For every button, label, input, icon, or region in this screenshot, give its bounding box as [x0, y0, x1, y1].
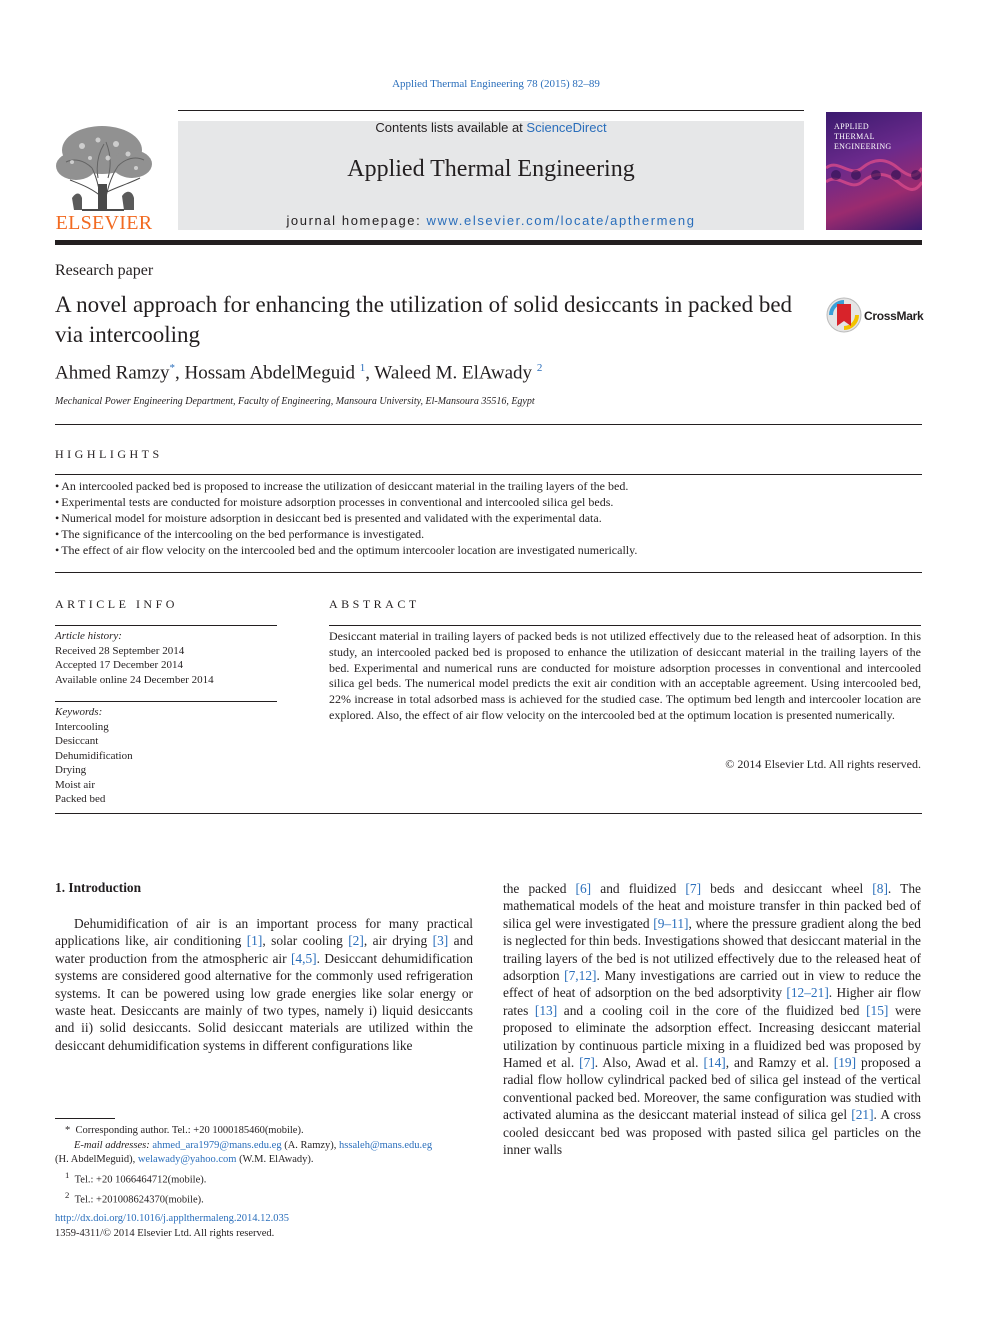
- body-text: . Many investigations are carried out in view to reduce the effect of heat of adsorption on the bed adsorptivity: [503, 968, 921, 1001]
- front-matter-bottom-rule: [55, 813, 922, 814]
- journal-title: Applied Thermal Engineering: [347, 156, 635, 182]
- cover-pattern: [826, 156, 922, 196]
- footnote-emails: [55, 1139, 473, 1154]
- footnote-rule: [55, 1118, 115, 1119]
- body-text: . Also, Awad et al.: [594, 1055, 704, 1071]
- citation-link[interactable]: [1]: [246, 933, 263, 949]
- footnote-mark: 2: [65, 1189, 70, 1200]
- body-text: and fluidized: [591, 881, 686, 896]
- abstract-label: ABSTRACT: [329, 597, 420, 611]
- journal-cover-thumbnail[interactable]: [826, 112, 922, 230]
- crossmark-icon[interactable]: [825, 296, 863, 334]
- highlight-item: • An intercooled packed bed is proposed to increase the utilization of desiccant material in the trailing layers of the bed.: [55, 478, 922, 494]
- email-owner: (W.M. ElAwady).: [236, 1154, 314, 1165]
- keyword: Drying: [55, 764, 87, 776]
- body-text: . Higher air flow rates: [503, 985, 921, 1018]
- body-column-right: [503, 880, 921, 1159]
- article-info-rule: [55, 625, 277, 626]
- journal-reference[interactable]: Applied Thermal Engineering 78 (2015) 82–89: [392, 78, 600, 90]
- citation-link[interactable]: [7]: [579, 1055, 595, 1071]
- history-online: Available online 24 December 2014: [55, 673, 214, 686]
- issn-line: 1359-4311/© 2014 Elsevier Ltd. All rights reserved.: [55, 1228, 275, 1239]
- body-column-left: [55, 915, 473, 1054]
- citation-link[interactable]: [7]: [685, 881, 702, 896]
- email-heading: E-mail addresses:: [74, 1139, 153, 1151]
- contents-line: [178, 120, 804, 135]
- body-text: . The mathematical models of the heat and moisture transfer in thin packed bed of silica gel were investigated: [503, 881, 921, 931]
- citation-link[interactable]: [9–11]: [653, 915, 689, 931]
- body-paragraph: [55, 915, 473, 1054]
- keyword: Dehumidification: [55, 749, 133, 762]
- footnote-text: Corresponding author. Tel.: +20 1000185460(mobile).: [75, 1125, 304, 1136]
- author-mark[interactable]: *: [169, 362, 176, 374]
- history-received: Received 28 September 2014: [55, 644, 185, 657]
- citation-link[interactable]: [3]: [432, 933, 449, 949]
- highlight-item: • The effect of air flow velocity on the intercooled bed and the optimum intercooler location are investigated numerically.: [55, 542, 922, 558]
- author-mark[interactable]: 2: [536, 362, 543, 374]
- footnote-text: Tel.: +20 1066464712(mobile).: [74, 1174, 207, 1185]
- email-owner: (H. AbdelMeguid),: [55, 1154, 138, 1165]
- highlights-rule: [55, 474, 922, 475]
- body-text: and a cooling coil in the core of the fluidized bed: [557, 1002, 867, 1018]
- footnote-2: [55, 1188, 473, 1208]
- header-rule: [178, 110, 804, 111]
- body-text: . Desiccant dehumidification systems are considered good alternative for the commonly used refrigeration systems. It can be powered using low grade energies like solar energy or waste heat. Desiccants are mainly of two types, namely i) liquid desiccants and ii) solid desiccants. Solid desiccant materials are utilized within the desiccant dehumidification systems in different configurations like: [55, 950, 473, 1053]
- journal-homepage: [178, 213, 804, 228]
- history-heading: Article history:: [55, 630, 122, 642]
- body-text: , air drying: [363, 933, 433, 949]
- citation-link[interactable]: [13]: [534, 1002, 558, 1018]
- citation-link[interactable]: [12–21]: [786, 985, 829, 1001]
- highlight-item: • Numerical model for moisture adsorption in desiccant bed is presented and validated with the experimental data.: [55, 510, 922, 526]
- cover-title: APPLIED THERMAL ENGINEERING: [834, 122, 892, 151]
- body-text: and water production from the atmospheric air: [55, 933, 474, 966]
- homepage-link[interactable]: www.elsevier.com/locate/apthermeng: [426, 213, 696, 228]
- highlights-list: [55, 478, 922, 558]
- email-link[interactable]: ahmed_ara1979@mans.edu.eg: [152, 1139, 282, 1151]
- abstract-text: Desiccant material in trailing layers of packed beds is not utilized effectively due to the released heat of adsorption. In this study, an intercooled packed bed is proposed to enhance the utilization of desiccant material in the trailing layers of the bed. Experimental and numerical runs are conducted for moisture adsorption processes in conventional and intercooled silica gel beds. The numerical model predicts the exit air condition with an acceptable agreement. Using intercooled bed, 22% increase in total adsorbed mass is achieved for the studied case. The optimum bed length and intercooler location are explored. Also, the effect of air flow velocity on the intercooled bed at the optimum location is presented numerically.: [329, 629, 921, 722]
- keyword: Moist air: [55, 778, 96, 791]
- body-text: , and Ramzy et al.: [725, 1055, 834, 1071]
- article-title: A novel approach for enhancing the utilization of solid desiccants in packed bed via intercooling: [55, 292, 793, 347]
- email-owner: (A. Ramzy),: [281, 1139, 340, 1151]
- email-link[interactable]: hssaleh@mans.edu.eg: [339, 1139, 433, 1151]
- keywords-rule: [55, 701, 277, 702]
- footnote-emails-cont: [55, 1153, 473, 1168]
- author-name[interactable]: Waleed M. ElAwady: [374, 362, 533, 384]
- author-mark[interactable]: 1: [359, 362, 366, 374]
- footnote-mark: 1: [65, 1169, 70, 1180]
- citation-link[interactable]: [2]: [348, 933, 364, 949]
- footnotes: [55, 1124, 473, 1208]
- contents-prefix: Contents lists available at: [375, 120, 527, 135]
- history-accepted: Accepted 17 December 2014: [55, 659, 183, 671]
- body-text: , where the pressure gradient along the bed is neglected for thin beds. Investigations showed that desiccant material in the trailing layers of the bed is not utilized effectively due to the released heat of adsorption: [503, 915, 921, 984]
- header-thick-rule: [55, 240, 922, 245]
- doi-block: [55, 1211, 289, 1241]
- footnote-mark: *: [65, 1125, 71, 1136]
- highlight-item: • The significance of the intercooling on the bed performance is investigated.: [55, 526, 922, 542]
- citation-link[interactable]: [14]: [703, 1055, 726, 1071]
- citation-link[interactable]: [4,5]: [290, 950, 317, 966]
- body-text: beds and desiccant wheel: [701, 881, 873, 896]
- citation-link[interactable]: [6]: [575, 881, 592, 896]
- sciencedirect-link[interactable]: ScienceDirect: [526, 120, 607, 135]
- highlight-item: • Experimental tests are conducted for moisture adsorption processes in conventional and intercooled silica gel beds.: [55, 494, 922, 510]
- homepage-prefix: journal homepage:: [286, 213, 427, 228]
- highlights-top-rule: [55, 424, 922, 425]
- abstract-rule: [329, 625, 921, 626]
- author-list: Ahmed Ramzy*, Hossam AbdelMeguid $^1$, Waleed M. ElAwady $^2$: [55, 362, 543, 384]
- keyword: Desiccant: [55, 735, 99, 747]
- citation-link[interactable]: [8]: [872, 881, 888, 896]
- keywords-block: [55, 705, 277, 807]
- highlights-label: HIGHLIGHTS: [55, 447, 163, 461]
- author-name[interactable]: Ahmed Ramzy: [55, 362, 170, 384]
- author-name[interactable]: Hossam AbdelMeguid: [184, 362, 355, 384]
- body-text: , solar cooling: [262, 933, 349, 949]
- citation-link[interactable]: [7,12]: [564, 968, 597, 984]
- footnote-text: Tel.: +201008624370(mobile).: [74, 1194, 204, 1205]
- article-info-label: ARTICLE INFO: [55, 597, 178, 611]
- keywords-heading: Keywords:: [55, 706, 103, 718]
- highlights-bottom-rule: [55, 572, 922, 573]
- footnote-corresponding: [55, 1124, 473, 1139]
- citation-link[interactable]: [19]: [833, 1055, 857, 1071]
- doi-link[interactable]: http://dx.doi.org/10.1016/j.applthermaleng.2014.12.035: [55, 1213, 289, 1224]
- body-text: the packed: [503, 881, 576, 896]
- body-text: . A cross cooled desiccant bed was proposed with pasted silica gel particles on the inner walls: [503, 1107, 921, 1158]
- body-paragraph: [503, 880, 921, 1159]
- email-link[interactable]: welawady@yahoo.com: [137, 1154, 237, 1165]
- crossmark-label[interactable]: CrossMark: [864, 309, 924, 323]
- citation-link[interactable]: [15]: [866, 1002, 889, 1018]
- abstract-copyright: © 2014 Elsevier Ltd. All rights reserved.: [725, 757, 921, 771]
- section-heading-introduction: 1. Introduction: [55, 880, 142, 895]
- affiliation: Mechanical Power Engineering Department, Faculty of Engineering, Mansoura University, El-Mansoura 35516, Egypt: [55, 396, 535, 407]
- publisher-wordmark: ELSEVIER: [55, 212, 153, 234]
- body-text: Dehumidification of air is an important process for many practical applications like, air conditioning: [55, 916, 473, 949]
- citation-link[interactable]: [21]: [851, 1107, 874, 1123]
- article-type: Research paper: [55, 262, 154, 279]
- keyword: Intercooling: [55, 720, 109, 733]
- article-history: [55, 629, 277, 687]
- body-text: were proposed to eliminate the adsorption effect. Increasing desiccant material utilization by continuous particle mixing in a fluidized bed was proposed by Hamed et al.: [503, 1002, 921, 1071]
- footnote-1: [55, 1168, 473, 1188]
- keyword: Packed bed: [55, 793, 106, 805]
- body-text: proposed a radial flow hollow cylindrical packed bed of silica gel instead of the vertical conventional packed bed. Moreover, the same configuration was studied with activated alumina as the desiccant material instead of silica gel: [503, 1055, 921, 1123]
